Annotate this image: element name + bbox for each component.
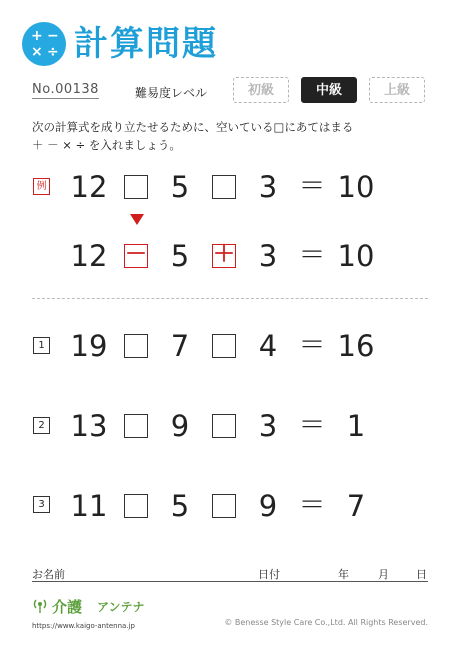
problem-3-equals: ＝ bbox=[298, 490, 326, 521]
example-answer-number-b: 5 bbox=[170, 239, 190, 273]
example-tag: 例 bbox=[33, 178, 50, 195]
times-symbol: × bbox=[31, 44, 43, 60]
brand-name: 介護 bbox=[52, 598, 83, 616]
problem-3-operator-box-2[interactable] bbox=[212, 494, 236, 518]
problem-2-equals: ＝ bbox=[298, 410, 326, 441]
example-answer-number-c: 3 bbox=[258, 239, 278, 273]
level-beginner: 初級 bbox=[233, 77, 289, 103]
problem-3-number-c: 9 bbox=[258, 489, 278, 523]
minus-symbol: − bbox=[47, 28, 59, 44]
example-equals: ＝ bbox=[298, 171, 326, 202]
problem-1-operator-box-1[interactable] bbox=[124, 334, 148, 358]
example-operator-box-2 bbox=[212, 175, 236, 199]
logo-icon bbox=[22, 22, 66, 66]
problem-2-operator-box-1[interactable] bbox=[124, 414, 148, 438]
problem-1-number-c: 4 bbox=[258, 329, 278, 363]
problem-2-tag: 2 bbox=[33, 417, 50, 434]
problem-3-number-b: 5 bbox=[170, 489, 190, 523]
down-arrow-icon bbox=[130, 214, 144, 225]
page-title: 計算問題 bbox=[74, 24, 218, 64]
month-label: 月 bbox=[378, 568, 389, 581]
problem-1-result: 16 bbox=[337, 329, 375, 363]
name-label: お名前 bbox=[32, 568, 65, 581]
example-answer-operator-2: ＋ bbox=[213, 242, 236, 267]
problem-1-tag: 1 bbox=[33, 337, 50, 354]
example-result: 10 bbox=[337, 170, 375, 204]
day-label: 日 bbox=[416, 568, 427, 581]
problem-3-tag: 3 bbox=[33, 496, 50, 513]
problem-2-number-a: 13 bbox=[70, 409, 108, 443]
year-label: 年 bbox=[338, 568, 349, 581]
instruction-line-1: 次の計算式を成り立たせるために、空いている□にあてはまる bbox=[32, 120, 354, 134]
brand-name-kana: アンテナ bbox=[97, 600, 145, 614]
level-intermediate: 中級 bbox=[301, 77, 357, 103]
problem-1-number-a: 19 bbox=[70, 329, 108, 363]
example-operator-box-1 bbox=[124, 175, 148, 199]
problem-3-result: 7 bbox=[346, 489, 366, 523]
example-answer-equals: ＝ bbox=[298, 240, 326, 271]
problem-1-equals: ＝ bbox=[298, 330, 326, 361]
antenna-logo-icon bbox=[32, 597, 48, 613]
document-number: No.00138 bbox=[32, 82, 99, 97]
problem-1-number-b: 7 bbox=[170, 329, 190, 363]
site-url: https://www.kaigo-antenna.jp bbox=[32, 622, 135, 630]
section-divider bbox=[32, 298, 428, 299]
problem-2-number-c: 3 bbox=[258, 409, 278, 443]
problem-1-operator-box-2[interactable] bbox=[212, 334, 236, 358]
date-label: 日付 bbox=[258, 568, 280, 581]
level-advanced: 上級 bbox=[369, 77, 425, 103]
problem-2-number-b: 9 bbox=[170, 409, 190, 443]
example-answer-result: 10 bbox=[337, 239, 375, 273]
divide-symbol: ÷ bbox=[47, 44, 59, 60]
example-answer-operator-1: － bbox=[125, 242, 148, 267]
name-date-line bbox=[32, 581, 428, 582]
problem-3-operator-box-1[interactable] bbox=[124, 494, 148, 518]
copyright: © Benesse Style Care Co.,Ltd. All Rights Reserved. bbox=[224, 618, 428, 627]
problem-2-operator-box-2[interactable] bbox=[212, 414, 236, 438]
plus-symbol: + bbox=[31, 28, 43, 44]
example-number-b: 5 bbox=[170, 170, 190, 204]
problem-2-result: 1 bbox=[346, 409, 366, 443]
example-number-c: 3 bbox=[258, 170, 278, 204]
problem-3-number-a: 11 bbox=[70, 489, 108, 523]
difficulty-label: 難易度レベル bbox=[135, 86, 208, 100]
example-number-a: 12 bbox=[70, 170, 108, 204]
instruction-line-2: ＋ － × ÷ を入れましょう。 bbox=[32, 138, 181, 152]
example-answer-number-a: 12 bbox=[70, 239, 108, 273]
